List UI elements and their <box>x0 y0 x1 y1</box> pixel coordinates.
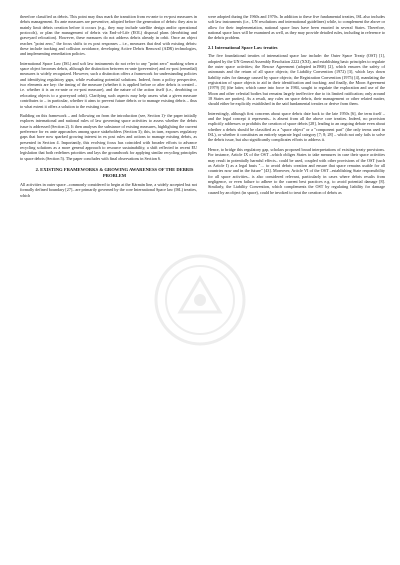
left-column <box>20 14 197 202</box>
body-paragraph: Interestingly, although first concerns about space debris date back to the late 1950s [6], the term itself –and the legal concept it represents– is absent from all the above core treaties. Indeed, no provision explicitly addresses or prohibits the creation of space debris [28], leading to an ongoing debate even about whether a debris should be classified as a "space object" or a "component part" (the only terms used in ISL), or whether it constitutes an entirely separate legal category [7; 8; 28] – which not only fails to solve the debris issue, but also significantly complicates efforts to address it. <box>208 110 385 143</box>
body-paragraph: Hence, to bridge this regulatory gap, scholars proposed broad interpretations of existing treaty provisions. For instance, Article IX of the OST –which obliges States to take measures in case their space activities may result in potentially harmful effects– could be used, coupled with other provisions of the OST (such as Article I) as a legal basis "… to avoid debris creation and ensure that space remains usable for all countries now and in the future" [43]. Moreover, Article VI of the OST –establishing State responsibility for all space activities– is also considered relevant, particularly in cases where debris results from negligence, or even failure to adhere to the current best practices e.g. to avoid potential damage [8]. Similarly, the Liability Convention, which complements the OST by regulating liability for damage caused by an object (in space), could be invoked to treat the creation of debris as <box>208 146 385 195</box>
subsection-heading: 2.1 International Space Law treaties <box>208 44 278 50</box>
body-paragraph: All activities in outer space –commonly considered to begin at the Kármán line, a widely accepted but not formally defined boundary [27]– are primarily governed by the core International Space law (ISL) treaties, which <box>20 182 197 198</box>
section-heading: 2. EXISTING FRAMEWORKS & GROWING AWARENESS OF THE DEBRIS PROBLEM <box>35 166 194 178</box>
publisher-logo-watermark-icon <box>150 250 250 350</box>
body-paragraph: International Space Law (ISL) and soft law instruments do not refer to any "point zero" marking when a space object becomes debris, although the distinction between ex-ante (preventive) and ex-post (remedial) measures is widely recognized. However, such a distinction offers a framework for understanding policies and identifying regulatory gaps, while evaluating potential solutions. Indeed, from a policy perspective, two elements are key: the timing of the measure (whether it is applied before or after debris is created – i.e. whether it is an ex-ante or ex-post measure), and the nature of the action itself (i.e., deorbiting or relocating objects to a graveyard orbit). Clarifying such aspects may help assess what a given measure contributes to – in particular, whether it aims to prevent future debris or to manage existing debris – thus to what extent it offers a solution to the existing issue. <box>20 60 197 109</box>
body-paragraph: The five foundational treaties of international space law include: the Outer Space Treaty (OST) [1], adopted by the UN General Assembly Resolution 2222 (XXI), and establishing basic principles to regulate the outer space activities; the Rescue Agreement (adopted in1968) [2], which ensures the safety of astronauts and the return of all space objects; the Liability Convention (1972) [3], which lays down liability rules for damage caused by space objects; the Registration Convention (1975) [4], mandating the registration of space objects to aid in their identification and tracking; and finally, the Moon Agreement (1979) [5] (the latter, which came into force in 1984, sought to regulate the exploration and use of the Moon and other celestial bodies but remains largely ineffective due to its limited ratification; only around 18 States are parties). As a result, any rules on space debris, their management or other related matter, should either be explicitly established in the said fundamental treaties or derive from them. <box>208 53 385 107</box>
body-paragraph: Building on this framework – and following on from the introduction (see, Section 1)- the paper initially explores international and national rules of law governing space activities to assess whether the debris issue is addressed (Section 2). It then analyses the substance of existing measures, highlighting the current preference for ex ante approaches among space stakeholders (Section 3); this, in turn, exposes regulatory gaps that have now sparked growing interest in ex post rules and actions to manage existing debris, as presented in Section 4. Importantly, this evolving focus has coincided with broader efforts to advance recycling solutions as a more general approach to resource sustainability, a shift reflected in recent EU legislation that both redefines priorities and lays the groundwork for applying similar recycling principles to space debris (Section 5). The paper concludes with final observations in Section 6. <box>20 112 197 161</box>
body-paragraph: therefore classified as debris. This point may thus mark the transition from ex-ante to ex-post measures in debris management. Ex ante measures are preventive, adopted before the generation of debris: they aim to mainly limit debris creation before it occurs (e.g., they may include satellite design and/or operational protocols), or plan the management of debris via End-of-Life (EOL) disposal plans (deorbiting and graveyard relocation). However, these measures do not address debris already in orbit. Once an object reaches "point zero," the focus shifts to ex post responses – i.e., measures that deal with existing debris: these include tracking and collision avoidance, developing Active Debris Removal (ADR) technologies, and implementing remediation policies. <box>20 14 197 57</box>
body-paragraph: were adopted during the 1960s and 1970s. In addition to these five fundamental treaties, ISL also includes soft law instruments (i.e., UN resolutions and international guidelines) while, to complement the above or allow for their implementation, national space laws have been enacted in several States. Therefore, national space laws will be examined as well, as they may provide detailed rules, including in reference to the debris problem. <box>208 14 385 41</box>
right-column <box>208 14 385 199</box>
